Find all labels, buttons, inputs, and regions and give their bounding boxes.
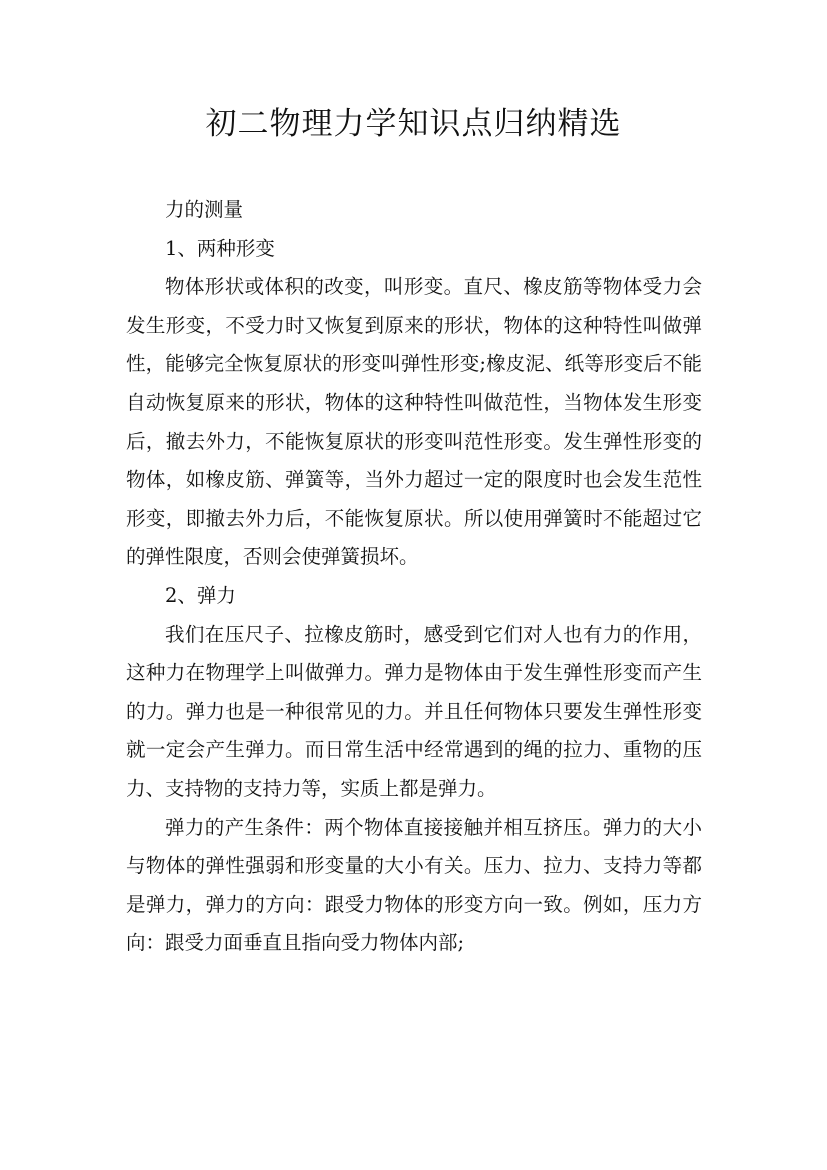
section-heading: 力的测量 bbox=[165, 198, 244, 221]
document-body bbox=[126, 191, 702, 963]
subsection-heading: 1、两种形变 bbox=[165, 236, 275, 260]
paragraph: 弹力的产生条件：两个物体直接接触并相互挤压。弹力的大小与物体的弹性强弱和形变量的大小有关。压力、拉力、支持力等都是弹力，弹力的方向：跟受力物体的形变方向一致。例如，压力方向：跟受力面垂直且指向受力物体内部; bbox=[126, 815, 702, 955]
paragraph: 物体形状或体积的改变，叫形变。直尺、橡皮筋等物体受力会发生形变，不受力时又恢复到原来的形状，物体的这种特性叫做弹性，能够完全恢复原状的形变叫弹性形变;橡皮泥、纸等形变后不能自动恢复原来的形状，物体的这种特性叫做范性，当物体发生形变后，撤去外力，不能恢复原状的形变叫范性形变。发生弹性形变的物体，如橡皮筋、弹簧等，当外力超过一定的限度时也会发生范性形变，即撤去外力后，不能恢复原状。所以使用弹簧时不能超过它的弹性限度，否则会使弹簧损坏。 bbox=[126, 275, 702, 569]
document-title: 初二物理力学知识点归纳精选 bbox=[205, 106, 622, 142]
paragraph: 我们在压尺子、拉橡皮筋时，感受到它们对人也有力的作用，这种力在物理学上叫做弹力。弹力是物体由于发生弹性形变而产生的力。弹力也是一种很常见的力。并且任何物体只要发生弹性形变就一定会产生弹力。而日常生活中经常遇到的绳的拉力、重物的压力、支持物的支持力等，实质上都是弹力。 bbox=[126, 622, 702, 800]
subsection-heading: 2、弹力 bbox=[165, 583, 236, 607]
